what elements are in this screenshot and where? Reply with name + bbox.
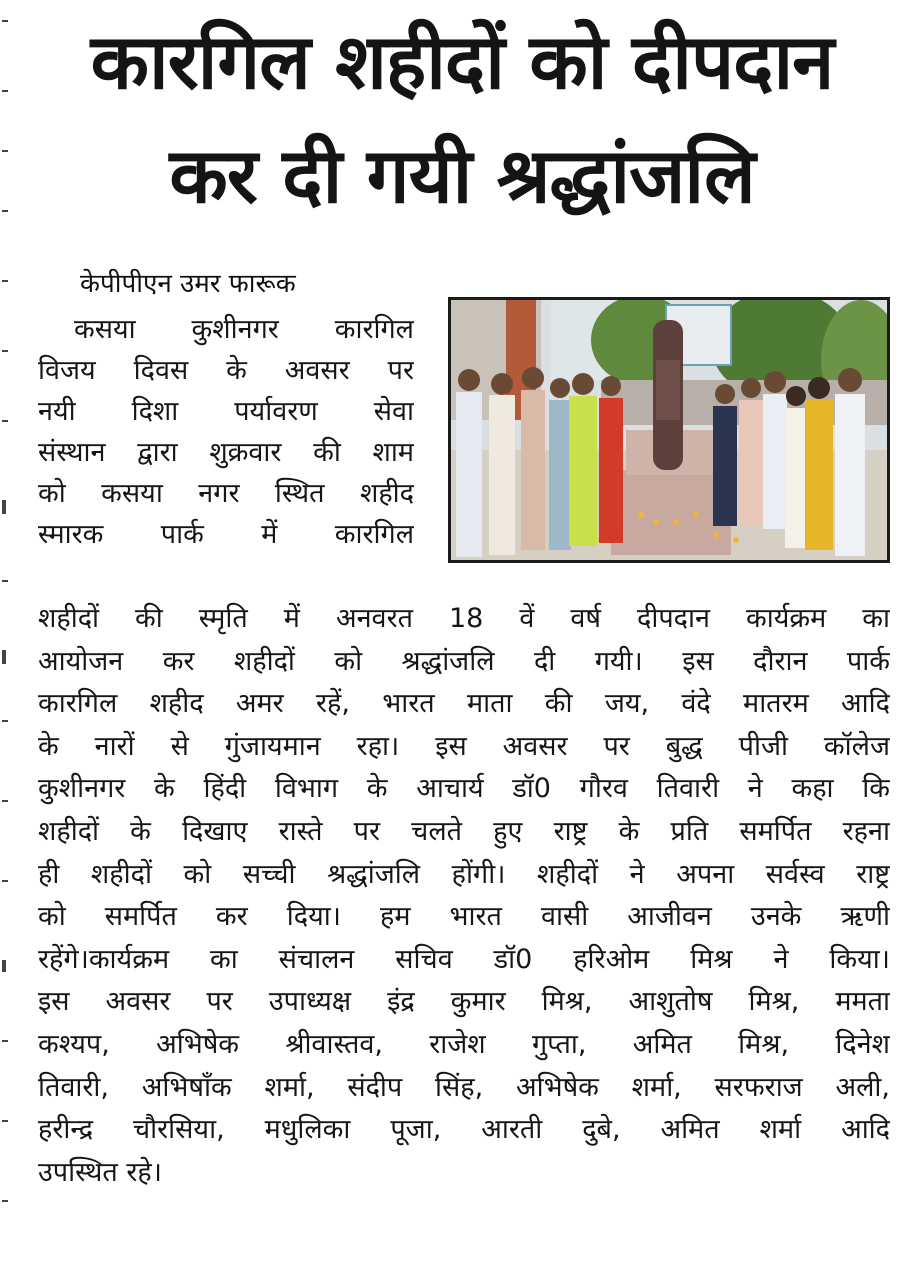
- article-wide-column: [38, 598, 890, 1194]
- photo-illustration: [451, 300, 887, 560]
- article-line: को समर्पित कर दिया। हम भारत वासी आजीवन उनके ऋणी: [38, 901, 890, 933]
- article-line: कसया कुशीनगर कारगिल: [74, 314, 414, 345]
- headline-line-2: कर दी गयी श्रद्धांजलि: [169, 131, 755, 220]
- article-line: तिवारी, अभिषाँक शर्मा, संदीप सिंह, अभिषेक शर्मा, सरफराज अली,: [38, 1071, 890, 1103]
- article-line: कारगिल शहीद अमर रहें, भारत माता की जय, वंदे मातरम आदि: [38, 688, 890, 720]
- article-line: कुशीनगर के हिंदी विभाग के आचार्य डॉ0 गौरव तिवारी ने कहा कि: [38, 773, 890, 805]
- article-line: कश्यप, अभिषेक श्रीवास्तव, राजेश गुप्ता, अमित मिश्र, दिनेश: [38, 1028, 890, 1060]
- article-line: रहेंगे।कार्यक्रम का संचालन सचिव डॉ0 हरिओम मिश्र ने किया।: [38, 943, 890, 975]
- article-line: उपस्थित रहे।: [38, 1156, 162, 1188]
- group-photo-at-memorial: [448, 297, 890, 563]
- article-narrow-column: [38, 309, 414, 555]
- article-line: नयी दिशा पर्यावरण सेवा: [38, 396, 414, 427]
- article-line: शहीदों की स्मृति में अनवरत 18 वें वर्ष दीपदान कार्यक्रम का: [38, 603, 890, 634]
- page-edge-marks: [0, 0, 12, 1280]
- article-line: को कसया नगर स्थित शहीद: [38, 478, 414, 509]
- article-line: स्मारक पार्क में कारगिल: [38, 519, 414, 550]
- article-line: संस्थान द्वारा शुक्रवार की शाम: [38, 437, 414, 468]
- article-line: ही शहीदों को सच्ची श्रद्धांजलि होंगी। शहीदों ने अपना सर्वस्व राष्ट्र: [38, 858, 890, 890]
- article-line: के नारों से गुंजायमान रहा। इस अवसर पर बुद्ध पीजी कॉलेज: [38, 730, 890, 762]
- headline-line-1: कारगिल शहीदों को दीपदान: [90, 17, 834, 106]
- article-line: शहीदों के दिखाए रास्ते पर चलते हुए राष्ट्र के प्रति समर्पित रहना: [38, 815, 890, 847]
- byline: केपीपीएन उमर फारूक: [80, 269, 296, 299]
- article-line: इस अवसर पर उपाध्यक्ष इंद्र कुमार मिश्र, आशुतोष मिश्र, ममता: [38, 986, 890, 1018]
- article-line: आयोजन कर शहीदों को श्रद्धांजलि दी गयी। इस दौरान पार्क: [38, 645, 890, 677]
- article-line: हरीन्द्र चौरसिया, मधुलिका पूजा, आरती दुबे, अमित शर्मा आदि: [38, 1114, 890, 1146]
- article-line: विजय दिवस के अवसर पर: [38, 355, 414, 386]
